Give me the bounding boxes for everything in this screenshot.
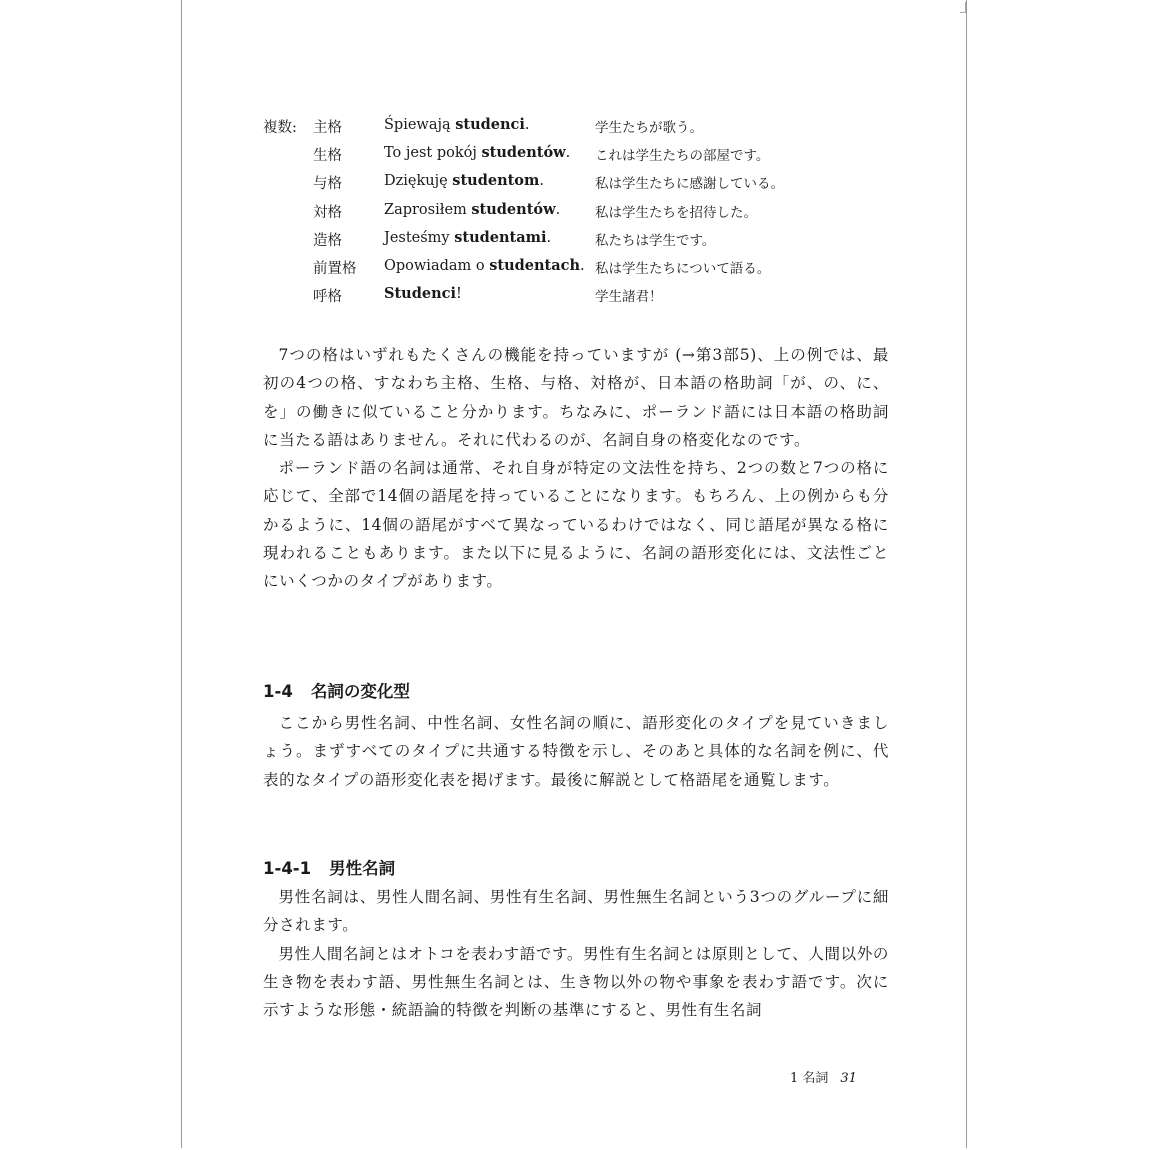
case-name: 与格 <box>313 176 342 193</box>
polish-example <box>384 257 585 274</box>
case-name: 対格 <box>313 204 342 221</box>
polish-punct: . <box>555 201 561 218</box>
japanese-translation: 学生諸君！ <box>595 289 663 306</box>
case-name: 前置格 <box>313 260 357 277</box>
polish-bold-form: Studenci <box>384 285 456 303</box>
polish-example <box>384 172 544 189</box>
polish-text: Opowiadam o <box>384 257 490 274</box>
polish-text: Jesteśmy <box>384 229 455 246</box>
case-name: 生格 <box>313 148 342 165</box>
polish-text: Śpiewają <box>384 117 456 133</box>
japanese-translation: 学生たちが歌う。 <box>595 120 703 136</box>
section-number: 1-4 <box>263 682 293 701</box>
subsection-title: 男性名詞 <box>329 859 396 878</box>
polish-example <box>384 285 462 302</box>
number-label: 複数: <box>263 120 297 136</box>
page-corner-mark <box>960 2 966 13</box>
page-footer <box>790 1067 857 1086</box>
case-name: 呼格 <box>313 289 342 306</box>
polish-bold-form: studentów <box>471 200 556 218</box>
polish-punct: ! <box>455 286 462 303</box>
polish-bold-form: studenci <box>455 116 525 133</box>
body-text-block-2 <box>263 709 889 794</box>
subsection-heading <box>263 855 395 879</box>
polish-punct: . <box>539 173 544 190</box>
polish-example <box>384 116 530 133</box>
case-name: 主格 <box>313 120 342 136</box>
polish-punct: . <box>546 229 552 246</box>
body-text-block-3 <box>263 883 889 1024</box>
paragraph: ここから男性名詞、中性名詞、女性名詞の順に、語形変化のタイプを見ていきましょう。まずすべてのタイプに共通する特徴を示し、そのあと具体的な名詞を例に、代表的なタイプの語形変化表を掲げます。最後に解説として格語尾を通覧します。 <box>263 714 889 789</box>
polish-punct: . <box>565 145 571 162</box>
running-chapter-title: 1 名詞 <box>790 1071 829 1086</box>
japanese-translation: これは学生たちの部屋です。 <box>595 148 770 165</box>
polish-example <box>384 201 560 218</box>
paragraph: 男性名詞は、男性人間名詞、男性有生名詞、男性無生名詞という3つのグループに細分されます。 <box>263 888 889 935</box>
polish-punct: . <box>580 257 585 274</box>
japanese-translation: 私たちは学生です。 <box>595 232 716 249</box>
japanese-translation: 私は学生たちを招待した。 <box>595 204 757 221</box>
section-heading <box>263 678 410 702</box>
polish-text: Dziękuję <box>384 173 453 190</box>
polish-bold-form: studentami <box>454 228 547 246</box>
polish-bold-form: studentów <box>481 144 566 162</box>
section-title: 名詞の変化型 <box>310 682 410 701</box>
page-number: 31 <box>840 1071 857 1086</box>
body-text-block-1 <box>263 341 889 596</box>
polish-text: Zaprosiłem <box>384 201 472 218</box>
japanese-translation: 私は学生たちについて語る。 <box>595 260 771 277</box>
paragraph: ポーランド語の名詞は通常、それ自身が特定の文法性を持ち、2つの数と7つの格に応じて、全部で14個の語尾を持っていることになります。もちろん、上の例からも分かるように、14個の語尾がすべて異なっているわけではなく、同じ語尾が異なる格に現われることもあります。また以下に見るように、名詞の語形変化には、文法性ごとにいくつかのタイプがあります。 <box>263 459 889 591</box>
polish-text: To jest pokój <box>384 145 482 162</box>
polish-example <box>384 144 570 161</box>
paragraph: 7つの格はいずれもたくさんの機能を持っていますが (→第3部5)、上の例では、最初の4つの格、すなわち主格、生格、与格、対格が、日本語の格助詞「が、の、に、を」の働きに似ていること分かります。ちなみに、ポーランド語には日本語の格助詞に当たる語はありません。それに代わるのが、名詞自身の格変化なのです。 <box>263 346 889 449</box>
case-name: 造格 <box>313 232 342 249</box>
japanese-translation: 私は学生たちに感謝している。 <box>595 176 784 193</box>
subsection-number: 1-4-1 <box>263 859 312 878</box>
paragraph: 男性人間名詞とはオトコを表わす語です。男性有生名詞とは原則として、人間以外の生き物を表わす語、男性無生名詞とは、生き物以外の物や事象を表わす語です。次に示すような形態・統語論的特徴を判断の基準にすると、男性有生名詞 <box>263 944 889 1020</box>
polish-punct: . <box>524 117 530 133</box>
polish-example <box>384 229 551 246</box>
polish-bold-form: studentach <box>489 256 580 274</box>
polish-bold-form: studentom <box>452 172 540 190</box>
